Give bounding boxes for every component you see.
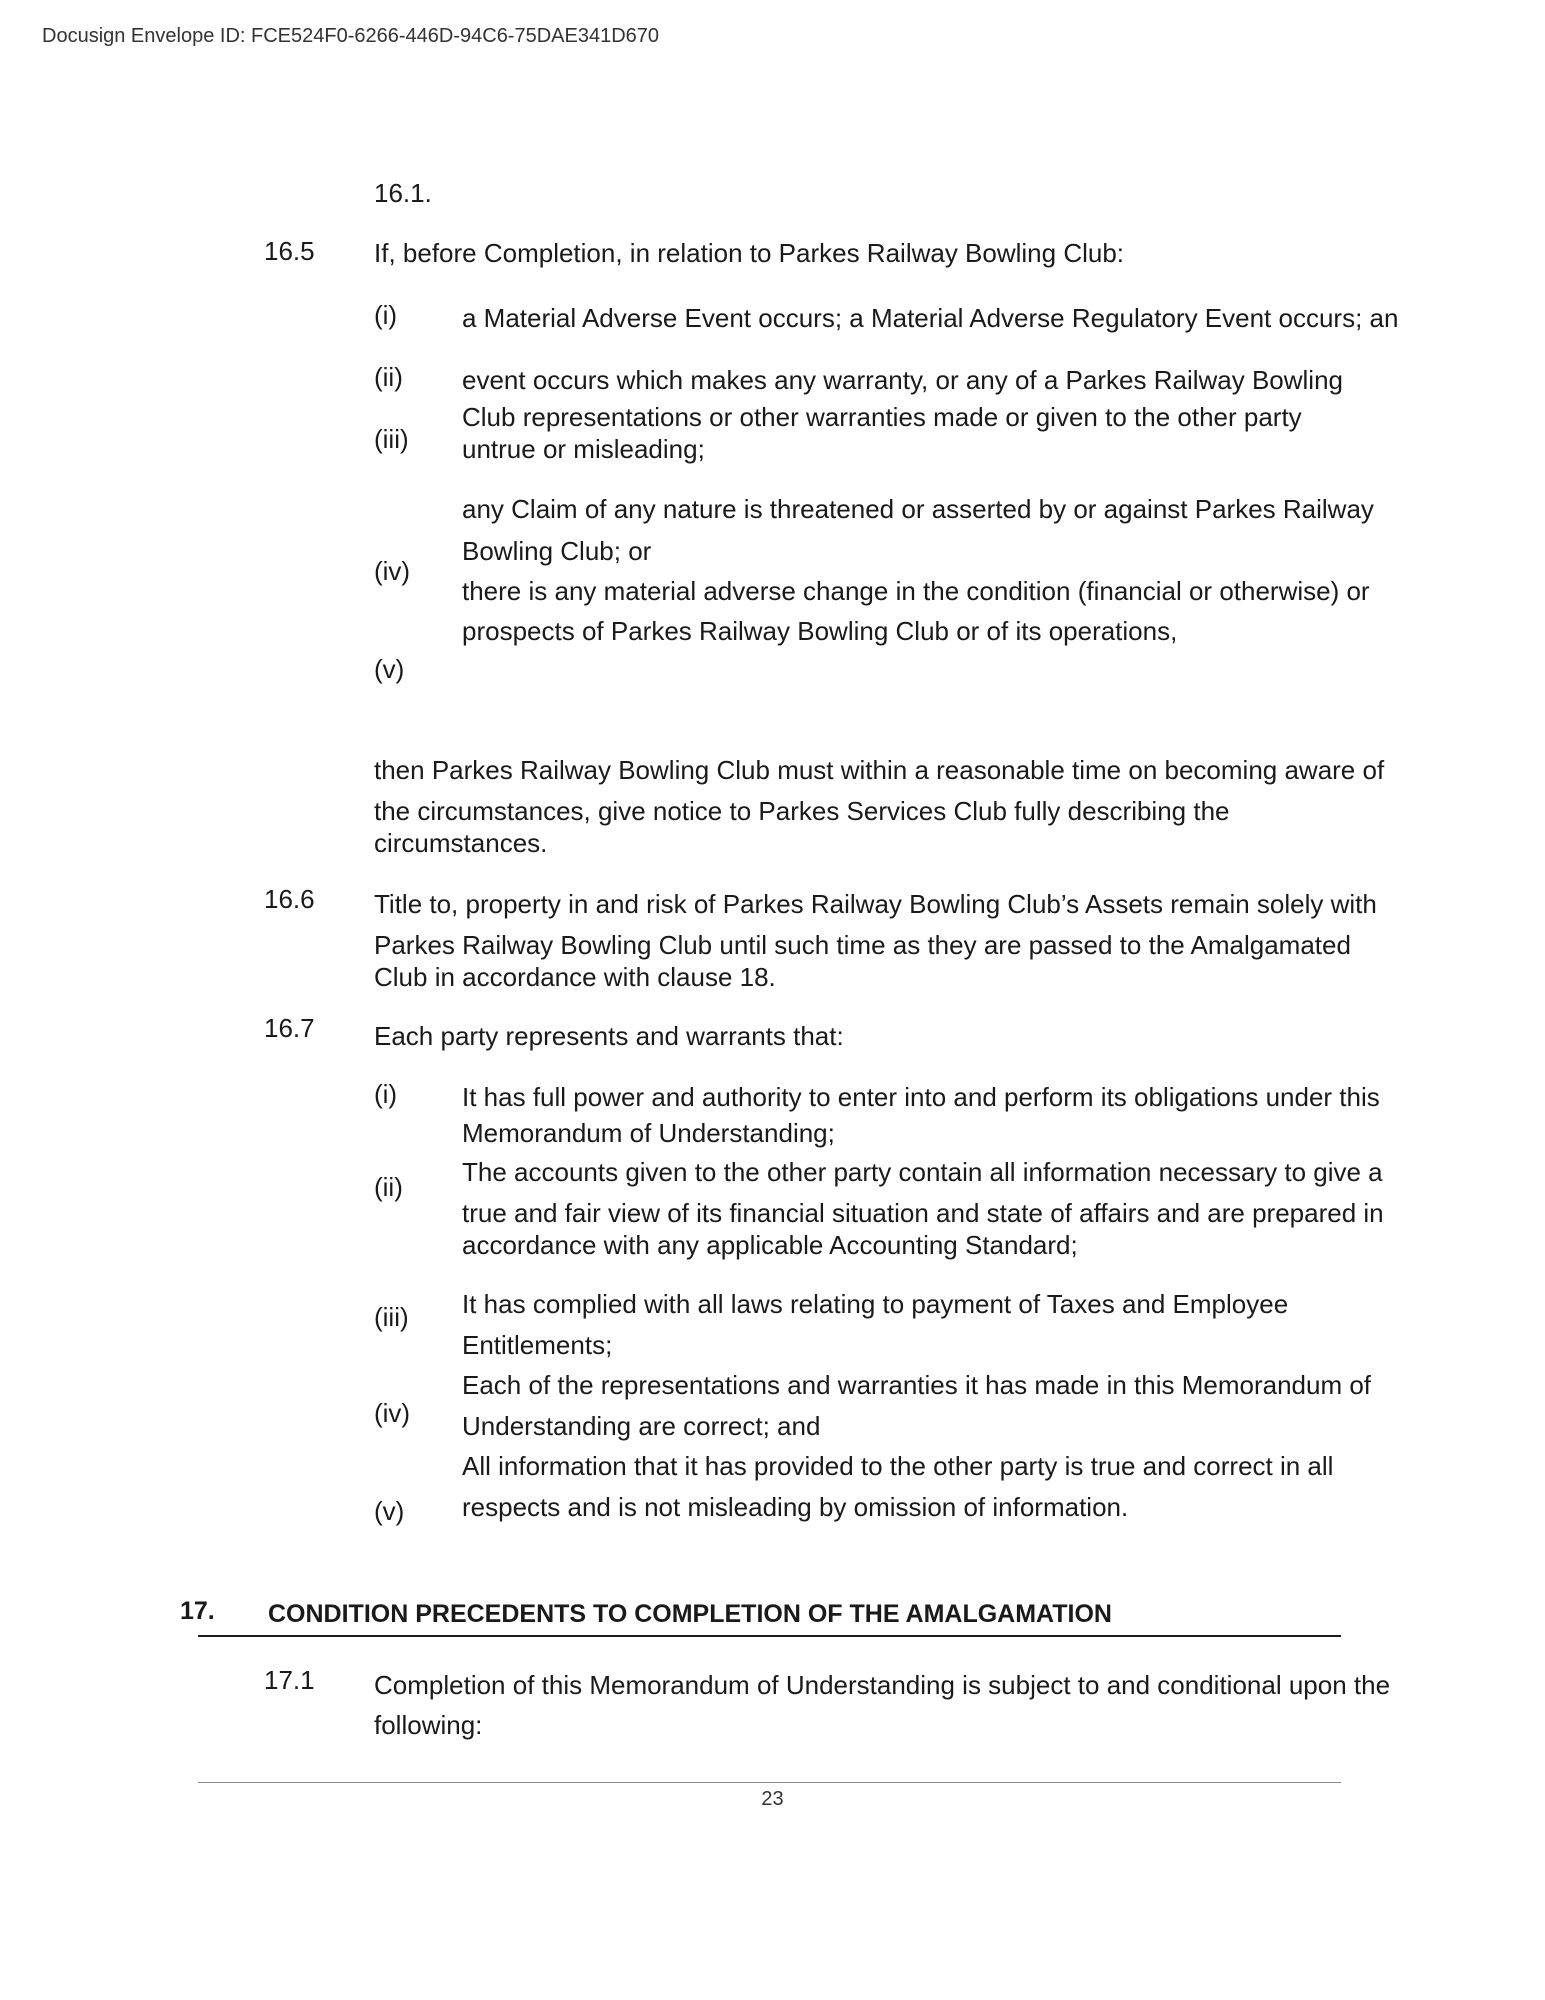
item-text-line: true and fair view of its financial situation and state of affairs and are prepared in — [462, 1198, 1384, 1228]
clause-intro: If, before Completion, in relation to Parkes Railway Bowling Club: — [374, 238, 1125, 268]
clause-text-line: Completion of this Memorandum of Understanding is subject to and conditional upon the — [374, 1670, 1391, 1700]
item-label: (iii) — [374, 1302, 409, 1332]
item-label: (iv) — [374, 556, 411, 586]
page-number: 23 — [761, 1788, 784, 1810]
item-label: (ii) — [374, 1172, 403, 1202]
item-text-line: Entitlements; — [462, 1330, 613, 1360]
item-text-line: Memorandum of Understanding; — [462, 1118, 835, 1148]
section-number: 17. — [180, 1597, 215, 1625]
item-text-line: there is any material adverse change in the condition (financial or otherwise) or — [462, 576, 1370, 606]
item-text-line: any Claim of any nature is threatened or asserted by or against Parkes Railway — [462, 494, 1374, 524]
section-underline — [198, 1635, 1341, 1637]
item-text-line: event occurs which makes any warranty, or any of a Parkes Railway Bowling — [462, 365, 1344, 395]
clause-text-line: Club in accordance with clause 18. — [374, 962, 776, 992]
footer-divider — [198, 1782, 1341, 1783]
item-text-line: Understanding are correct; and — [462, 1411, 821, 1441]
clause-number: 16.5 — [264, 236, 315, 266]
item-text-line: respects and is not misleading by omission of information. — [462, 1492, 1129, 1522]
then-text-line: the circumstances, give notice to Parkes Services Club fully describing the — [374, 796, 1230, 826]
clause-text-line: Title to, property in and risk of Parkes Railway Bowling Club’s Assets remain solely with — [374, 889, 1377, 919]
clause-number: 17.1 — [264, 1665, 315, 1695]
item-text-line: All information that it has provided to the other party is true and correct in all — [462, 1451, 1334, 1481]
clause-text-line: following: — [374, 1710, 483, 1740]
item-text-line: The accounts given to the other party contain all information necessary to give a — [462, 1157, 1383, 1187]
item-text-line: a Material Adverse Event occurs; a Material Adverse Regulatory Event occurs; an — [462, 303, 1399, 333]
item-label: (i) — [374, 300, 398, 330]
item-text-line: It has complied with all laws relating to payment of Taxes and Employee — [462, 1289, 1289, 1319]
item-text-line: prospects of Parkes Railway Bowling Club or of its operations, — [462, 616, 1178, 646]
clause-number: 16.7 — [264, 1013, 315, 1043]
clause-intro: Each party represents and warrants that: — [374, 1021, 844, 1051]
item-label: (v) — [374, 654, 405, 684]
section-title: CONDITION PRECEDENTS TO COMPLETION OF THE AMALGAMATION — [268, 1600, 1112, 1628]
clause-text-line: Parkes Railway Bowling Club until such time as they are passed to the Amalgamated — [374, 930, 1351, 960]
envelope-id: Docusign Envelope ID: FCE524F0-6266-446D-94C6-75DAE341D670 — [42, 25, 660, 47]
item-label: (iv) — [374, 1398, 411, 1428]
clause-number: 16.6 — [264, 884, 315, 914]
item-text-line: Club representations or other warranties made or given to the other party — [462, 402, 1302, 432]
then-text-line: circumstances. — [374, 828, 548, 858]
item-text-line: Each of the representations and warranties it has made in this Memorandum of — [462, 1370, 1372, 1400]
item-label: (iii) — [374, 424, 409, 454]
item-label: (v) — [374, 1496, 405, 1526]
item-label: (ii) — [374, 362, 403, 392]
item-text-line: accordance with any applicable Accounting Standard; — [462, 1230, 1078, 1260]
item-text-line: Bowling Club; or — [462, 536, 652, 566]
then-text-line: then Parkes Railway Bowling Club must within a reasonable time on becoming aware of — [374, 755, 1385, 785]
item-label: (i) — [374, 1079, 398, 1109]
item-text-line: untrue or misleading; — [462, 434, 705, 464]
item-text-line: It has full power and authority to enter into and perform its obligations under this — [462, 1082, 1380, 1112]
continued-ref: 16.1. — [374, 178, 432, 208]
